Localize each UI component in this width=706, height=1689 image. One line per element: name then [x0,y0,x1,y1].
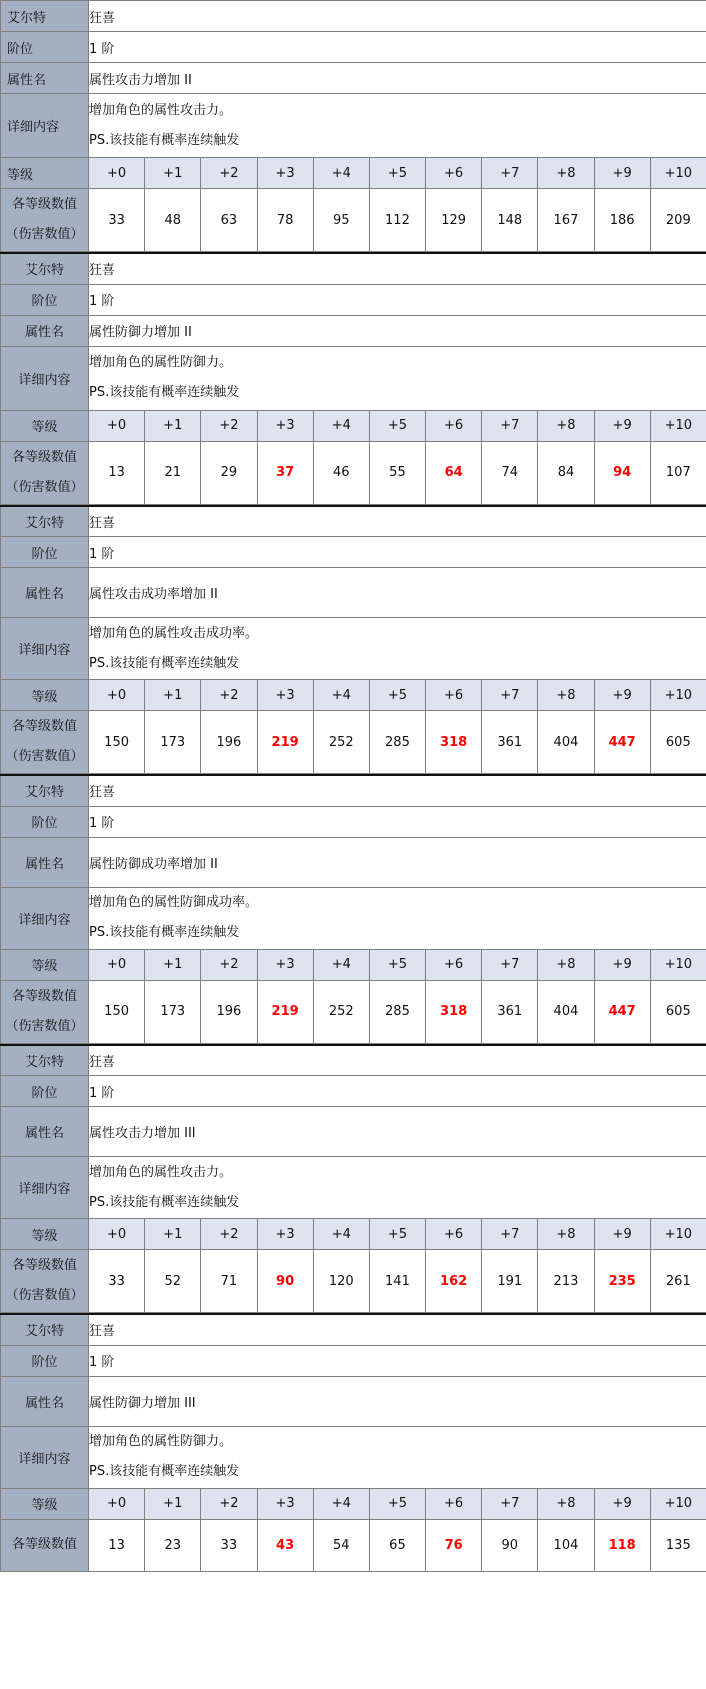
level-header: +9 [594,158,650,189]
detail-label: 详细内容 [1,1426,89,1488]
level-value: 13 [89,441,145,504]
level-header: +4 [313,680,369,711]
level-header: +1 [145,680,201,711]
level-header: +10 [650,158,706,189]
values-label-sub: （伤害数值） [5,227,84,242]
level-header: +4 [313,1488,369,1519]
level-label: 等级 [1,1219,89,1250]
level-value: 95 [313,189,369,252]
level-header: +7 [482,410,538,441]
values-label-main: 各等级数值 [11,1258,77,1273]
detail-line: PS.该技能有概率连续触发 [89,925,240,940]
level-header: +4 [313,1219,369,1250]
level-header: +7 [482,949,538,980]
level-header: +6 [426,949,482,980]
level-value: 52 [145,1250,201,1313]
character-value: 狂喜 [89,775,706,806]
level-header: +10 [650,1219,706,1250]
level-header: +0 [89,1488,145,1519]
level-header: +1 [145,1488,201,1519]
level-value: 33 [201,1519,257,1571]
level-value: 447 [594,980,650,1043]
name-label: 属性名 [1,1107,89,1157]
level-value: 84 [538,441,594,504]
skill-name: 属性防御成功率增加 II [89,837,706,887]
level-value: 186 [594,189,650,252]
character-value: 狂喜 [89,1045,706,1076]
detail-line: 增加角色的属性攻击力。 [89,1164,233,1180]
detail-line: 增加角色的属性防御力。 [89,1434,233,1449]
name-label: 属性名 [1,837,89,887]
level-header: +6 [426,158,482,189]
level-header: +6 [426,680,482,711]
level-value: 318 [426,711,482,774]
level-value: 64 [426,441,482,504]
level-value: 361 [482,711,538,774]
skill-table [0,252,706,505]
values-label [1,189,89,252]
level-header: +5 [369,1488,425,1519]
tier-value: 1 阶 [89,284,706,315]
skill-name: 属性攻击成功率增加 II [89,568,706,618]
skill-table [0,774,706,1044]
tier-label: 阶位 [1,32,89,63]
level-header: +6 [426,410,482,441]
level-value: 150 [89,711,145,774]
detail-content [89,1157,706,1219]
name-label: 属性名 [1,315,89,346]
level-header: +3 [257,680,313,711]
detail-content [89,346,706,410]
character-label: 艾尔特 [1,506,89,537]
character-label: 艾尔特 [1,1,89,32]
level-value: 141 [369,1250,425,1313]
skill-name: 属性攻击力增加 II [89,63,706,94]
level-value: 54 [313,1519,369,1571]
level-header: +0 [89,680,145,711]
level-header: +2 [201,949,257,980]
level-header: +1 [145,410,201,441]
level-value: 65 [369,1519,425,1571]
level-header: +4 [313,410,369,441]
level-value: 235 [594,1250,650,1313]
detail-line: PS.该技能有概率连续触发 [89,1194,240,1210]
character-value: 狂喜 [89,253,706,284]
level-value: 252 [313,980,369,1043]
level-header: +5 [369,410,425,441]
detail-content [89,1426,706,1488]
values-label-main: 各等级数值 [11,719,77,734]
level-header: +1 [145,1219,201,1250]
detail-label: 详细内容 [1,94,89,158]
level-value: 46 [313,441,369,504]
values-label [1,1519,89,1571]
tier-label: 阶位 [1,284,89,315]
level-value: 162 [426,1250,482,1313]
level-header: +0 [89,949,145,980]
level-header: +9 [594,680,650,711]
level-value: 129 [426,189,482,252]
level-value: 120 [313,1250,369,1313]
level-value: 196 [201,980,257,1043]
level-value: 43 [257,1519,313,1571]
level-header: +6 [426,1219,482,1250]
detail-label: 详细内容 [1,346,89,410]
level-header: +4 [313,949,369,980]
level-label: 等级 [1,949,89,980]
character-label: 艾尔特 [1,1314,89,1345]
level-header: +9 [594,410,650,441]
level-header: +5 [369,680,425,711]
level-header: +1 [145,949,201,980]
level-value: 605 [650,711,706,774]
detail-line: PS.该技能有概率连续触发 [89,132,240,148]
level-value: 150 [89,980,145,1043]
level-value: 285 [369,711,425,774]
level-header: +8 [538,1219,594,1250]
level-value: 261 [650,1250,706,1313]
level-value: 104 [538,1519,594,1571]
level-value: 219 [257,711,313,774]
level-value: 605 [650,980,706,1043]
tier-value: 1 阶 [89,32,706,63]
level-value: 90 [482,1519,538,1571]
name-label: 属性名 [1,63,89,94]
level-value: 63 [201,189,257,252]
detail-label: 详细内容 [1,1157,89,1219]
tier-value: 1 阶 [89,806,706,837]
level-value: 447 [594,711,650,774]
level-value: 94 [594,441,650,504]
detail-line: 增加角色的属性防御成功率。 [89,895,259,910]
detail-line: PS.该技能有概率连续触发 [89,655,240,671]
level-value: 90 [257,1250,313,1313]
level-header: +8 [538,410,594,441]
level-value: 48 [145,189,201,252]
skill-name: 属性防御力增加 II [89,315,706,346]
level-header: +7 [482,1219,538,1250]
level-value: 252 [313,711,369,774]
level-value: 209 [650,189,706,252]
level-label: 等级 [1,410,89,441]
detail-label: 详细内容 [1,618,89,680]
level-header: +3 [257,158,313,189]
name-label: 属性名 [1,1376,89,1426]
level-value: 361 [482,980,538,1043]
detail-content [89,94,706,158]
skill-table [0,1313,706,1572]
values-label-main: 各等级数值 [11,449,77,465]
tier-label: 阶位 [1,806,89,837]
tier-value: 1 阶 [89,537,706,568]
character-value: 狂喜 [89,1,706,32]
level-value: 213 [538,1250,594,1313]
level-header: +8 [538,158,594,189]
tier-label: 阶位 [1,1076,89,1107]
tier-label: 阶位 [1,537,89,568]
level-header: +9 [594,1488,650,1519]
level-value: 29 [201,441,257,504]
values-label [1,980,89,1043]
detail-line: 增加角色的属性攻击成功率。 [89,625,259,641]
level-value: 55 [369,441,425,504]
skill-table [0,0,706,252]
name-label: 属性名 [1,568,89,618]
level-header: +5 [369,1219,425,1250]
level-value: 173 [145,711,201,774]
level-header: +3 [257,1488,313,1519]
level-header: +7 [482,1488,538,1519]
level-header: +4 [313,158,369,189]
level-header: +8 [538,1488,594,1519]
skill-name: 属性攻击力增加 III [89,1107,706,1157]
values-label [1,441,89,504]
values-label-sub: （伤害数值） [5,749,84,764]
level-header: +5 [369,158,425,189]
level-value: 33 [89,1250,145,1313]
level-value: 78 [257,189,313,252]
level-label: 等级 [1,680,89,711]
detail-line: 增加角色的属性攻击力。 [89,102,233,118]
level-value: 318 [426,980,482,1043]
level-header: +9 [594,949,650,980]
level-header: +0 [89,410,145,441]
detail-line: PS.该技能有概率连续触发 [89,1464,240,1479]
level-value: 167 [538,189,594,252]
level-header: +2 [201,410,257,441]
level-value: 74 [482,441,538,504]
level-header: +9 [594,1219,650,1250]
character-value: 狂喜 [89,1314,706,1345]
level-value: 23 [145,1519,201,1571]
level-header: +1 [145,158,201,189]
level-label: 等级 [1,158,89,189]
character-value: 狂喜 [89,506,706,537]
level-value: 148 [482,189,538,252]
level-value: 71 [201,1250,257,1313]
skill-name: 属性防御力增加 III [89,1376,706,1426]
character-label: 艾尔特 [1,253,89,284]
character-label: 艾尔特 [1,775,89,806]
values-label-main: 各等级数值 [11,1537,77,1552]
level-header: +3 [257,410,313,441]
detail-label: 详细内容 [1,887,89,949]
values-label-sub: （伤害数值） [5,1288,84,1303]
level-value: 196 [201,711,257,774]
level-header: +8 [538,949,594,980]
level-header: +5 [369,949,425,980]
level-header: +2 [201,1488,257,1519]
skill-table [0,505,706,775]
level-header: +2 [201,1219,257,1250]
values-label-main: 各等级数值 [11,988,77,1004]
level-value: 404 [538,980,594,1043]
detail-line: 增加角色的属性防御力。 [89,355,233,370]
tier-value: 1 阶 [89,1076,706,1107]
level-header: +8 [538,680,594,711]
values-label [1,711,89,774]
level-value: 404 [538,711,594,774]
level-value: 135 [650,1519,706,1571]
level-value: 191 [482,1250,538,1313]
values-label-sub: （伤害数值） [5,1018,84,1034]
detail-content [89,887,706,949]
level-value: 37 [257,441,313,504]
level-value: 107 [650,441,706,504]
level-value: 118 [594,1519,650,1571]
values-label [1,1250,89,1313]
level-value: 21 [145,441,201,504]
level-value: 13 [89,1519,145,1571]
level-header: +3 [257,1219,313,1250]
level-value: 285 [369,980,425,1043]
tier-value: 1 阶 [89,1345,706,1376]
level-header: +10 [650,1488,706,1519]
level-header: +7 [482,158,538,189]
level-value: 219 [257,980,313,1043]
character-label: 艾尔特 [1,1045,89,1076]
level-header: +10 [650,949,706,980]
level-header: +6 [426,1488,482,1519]
level-header: +2 [201,158,257,189]
detail-content [89,618,706,680]
level-header: +0 [89,158,145,189]
level-header: +10 [650,410,706,441]
level-header: +2 [201,680,257,711]
level-header: +10 [650,680,706,711]
level-value: 76 [426,1519,482,1571]
values-label-main: 各等级数值 [11,197,77,212]
level-value: 33 [89,189,145,252]
detail-line: PS.该技能有概率连续触发 [89,385,240,400]
tier-label: 阶位 [1,1345,89,1376]
level-label: 等级 [1,1488,89,1519]
level-header: +3 [257,949,313,980]
level-value: 173 [145,980,201,1043]
level-header: +7 [482,680,538,711]
values-label-sub: （伤害数值） [5,479,84,495]
level-value: 112 [369,189,425,252]
level-header: +0 [89,1219,145,1250]
skill-table [0,1044,706,1314]
